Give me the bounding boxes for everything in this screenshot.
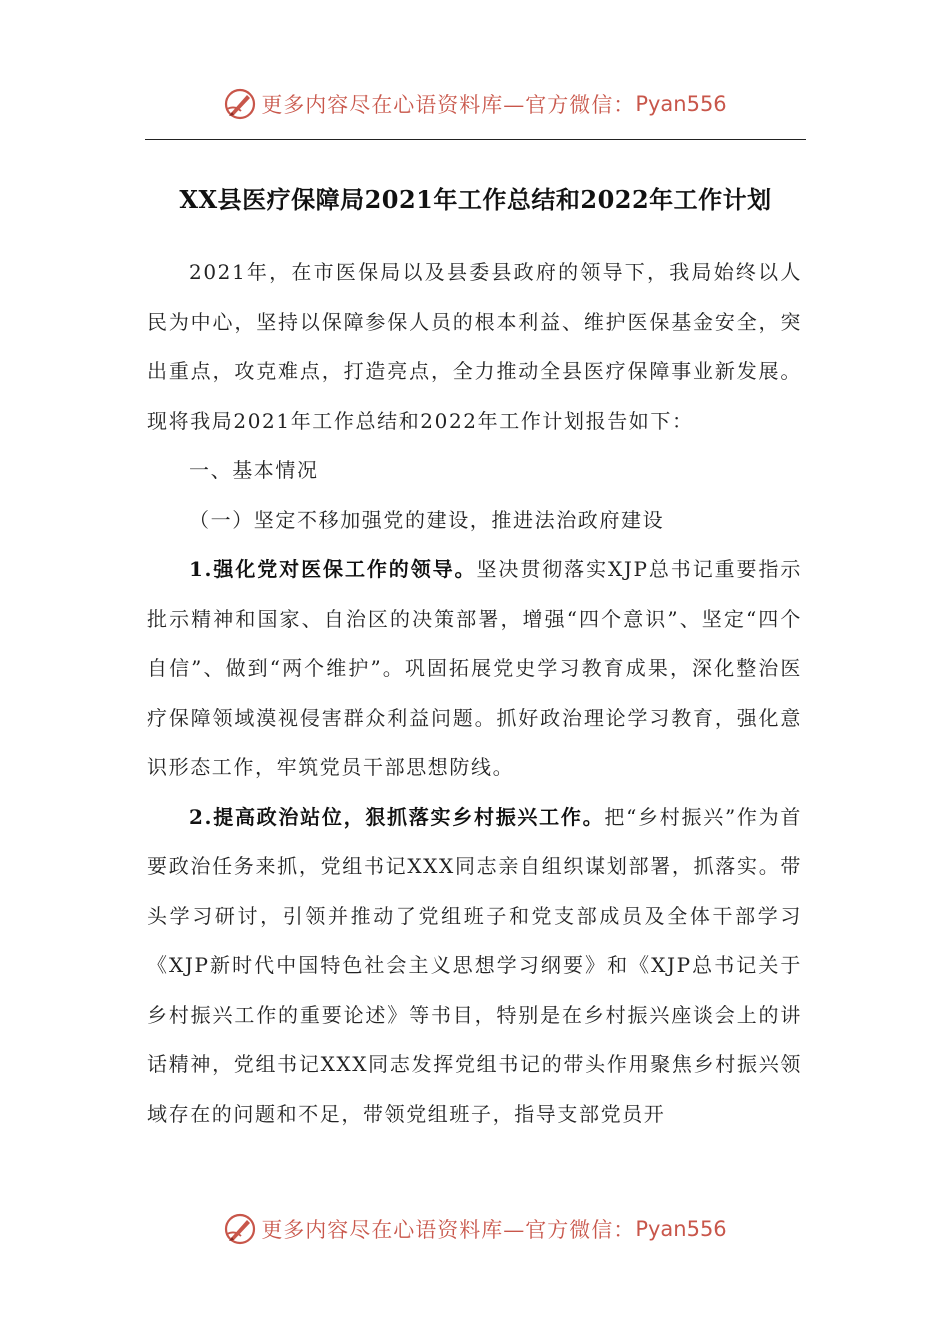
document-title: XX县医疗保障局2021年工作总结和2022年工作计划 (179, 185, 772, 214)
item-title-2: 2.提高政治站位，狠抓落实乡村振兴工作。 (189, 804, 605, 829)
item-title-1: 1.强化党对医保工作的领导。 (189, 557, 477, 581)
subsection-heading: （一）坚定不移加强党的建设，推进法治政府建设 (189, 507, 665, 532)
header-divider (145, 139, 806, 140)
item-paragraph-2 (147, 793, 802, 1140)
item-body-2: 把“乡村振兴”作为首要政治任务来抓，党组书记XXX同志亲自组织谋划部署，抓落实。带头学习研讨，引领并推动了党组班子和党支部成员及全体干部学习《XJP新时代中国特色社会主义思想学习纲要》和《XJP总书记关于乡村振兴工作的重要论述》等书目，特别是在乡村振兴座谈会上的讲话精神，党组书记XXX同志发挥党组书记的带头作用聚焦乡村振兴领域存在的问题和不足，带领党组班子，指导支部党员开 (147, 804, 802, 1126)
pen-logo-icon (223, 1212, 257, 1246)
document-body (147, 248, 802, 1139)
banner-text: 更多内容尽在心语资料库—官方微信： (261, 93, 636, 117)
wechat-id: Pyan556 (635, 1217, 727, 1241)
intro-paragraph: 2021年，在市医保局以及县委县政府的领导下，我局始终以人民为中心，坚持以保障参保人员的根本利益、维护医保基金安全，突出重点，攻克难点，打造亮点，全力推动全县医疗保障事业新发展。现将我局2021年工作总结和2022年工作计划报告如下： (147, 260, 802, 433)
wechat-id: Pyan556 (635, 92, 727, 116)
header-watermark-banner (0, 82, 950, 126)
pen-logo-icon (223, 87, 257, 121)
item-body-1: 坚决贯彻落实XJP总书记重要指示批示精神和国家、自治区的决策部署，增强“四个意识”、坚定“四个自信”、做到“两个维护”。巩固拓展党史学习教育成果，深化整治医疗保障领域漠视侵害群众利益问题。抓好政治理论学习教育，强化意识形态工作，牢筑党员干部思想防线。 (147, 557, 802, 779)
section-heading: 一、基本情况 (189, 458, 319, 482)
banner-text: 更多内容尽在心语资料库—官方微信： (261, 1218, 636, 1242)
footer-watermark-banner (0, 1207, 950, 1251)
item-paragraph-1 (147, 545, 802, 793)
